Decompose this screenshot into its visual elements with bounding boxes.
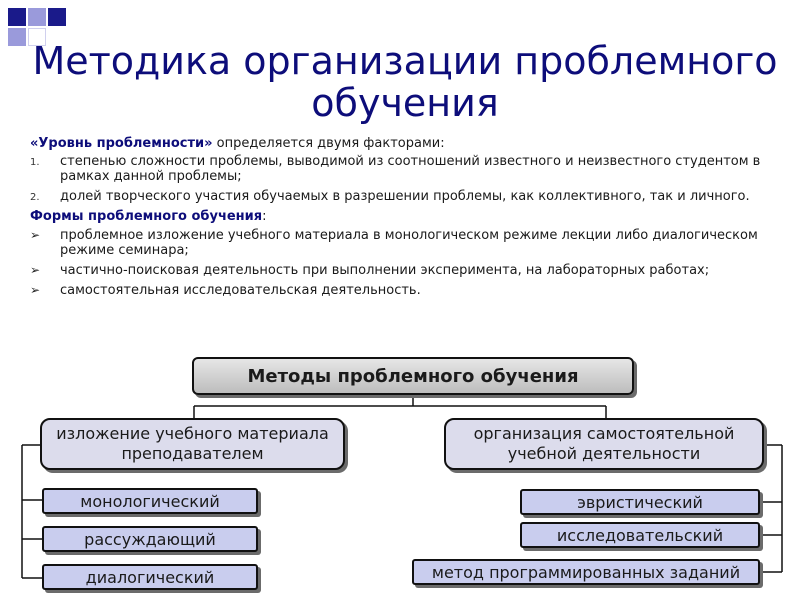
list-number: 2. [30,192,40,203]
method-reasoning: рассуждающий [42,526,258,552]
left-branch-node: изложение учебного материала преподавателем [40,418,345,470]
forms-term: Формы проблемного обучения [30,209,263,224]
arrow-bullet-icon: ➢ [30,283,41,297]
list-text: долей творческого участия обучаемых в разрешении проблемы, как коллективного, так и личного. [60,189,750,204]
method-monological: монологический [42,488,258,514]
slide-title: Методика организации проблемного обучения [32,39,778,125]
arrow-bullet-icon: ➢ [30,228,41,242]
root-node: Методы проблемного обучения [192,357,634,395]
list-text: частично-поисковая деятельность при выполнении эксперимента, на лабораторных работах; [60,263,710,278]
forms-colon: : [262,209,267,224]
method-heuristic: эвристический [520,489,760,515]
list-text: самостоятельная исследовательская деятельность. [60,283,421,298]
lead-rest: определяется двумя факторами: [212,136,445,151]
right-branch-node: организация самостоятельной учебной деятельности [444,418,764,470]
list-number: 1. [30,157,40,168]
method-research: исследовательский [520,522,760,548]
level-term: «Уровнь проблемности» [30,136,213,151]
arrow-bullet-icon: ➢ [30,263,41,277]
list-text: проблемное изложение учебного материала в монологическом режиме лекции либо диалогическом режиме семинара; [60,228,758,258]
method-dialogical: диалогический [42,564,258,590]
method-programmed-tasks: метод программированных заданий [412,559,760,585]
list-text: степенью сложности проблемы, выводимой из соотношений известного и неизвестного студентом в рамках данной проблемы; [60,154,761,184]
